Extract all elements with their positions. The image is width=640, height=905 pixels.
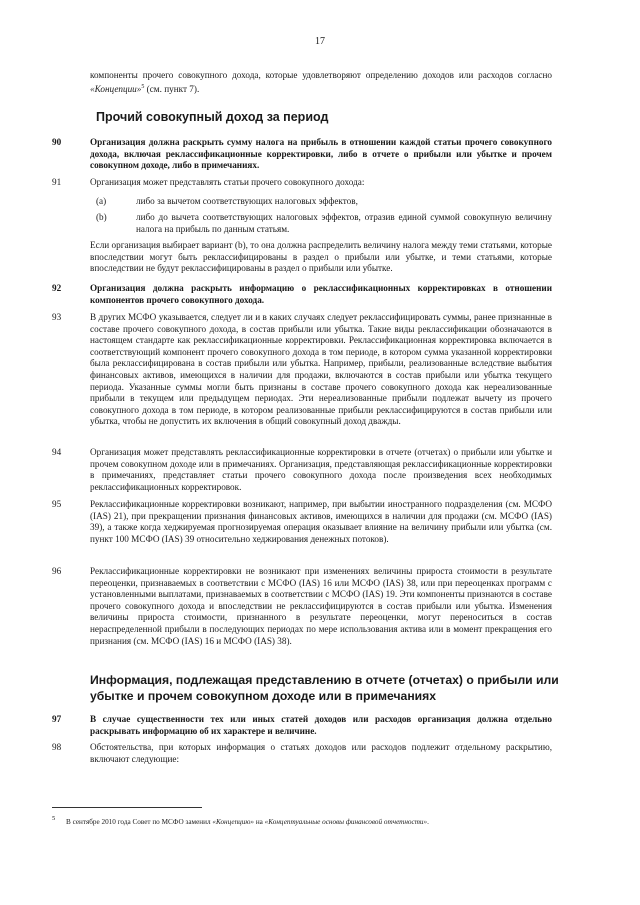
paragraph-number-90: 90 <box>52 137 62 147</box>
paragraph-number-96: 96 <box>52 566 62 576</box>
list-label-a: (a) <box>96 196 107 206</box>
footnote-text <box>66 818 429 826</box>
paragraph-93: В других МСФО указывается, следует ли и в каких случаях следует реклассифицировать суммы, ранее признанные в составе прочего совокупного дохода, в состав прибыли или убытка. Такие виды реклассификации обозначаются в настоящем стандарте как реклассификационные корректировки. Реклассификационная корректировка включается в соответствующий компонент прочего совокупного дохода в том периоде, в котором сумма указанной корректировки была реклассифицирована в состав прибыли или убытка. Например, прибыли, реализованные вследствие выбытия финансовых активов, имеющихся в наличии для продажи, включаются в состав прибыли или убытка текущего периода. Указанные суммы могли быть признаны в составе прочего совокупного дохода как нереализованные прибыли в текущем или предыдущем периодах. Эти нереализованные прибыли подлежат вычету из прочего совокупного дохода в том периоде, в котором реализованные прибыли реклассифицируются в состав прибыли или убытка, чтобы не допустить их включения в общий совокупный доход дважды. <box>90 312 552 427</box>
paragraph-number-92: 92 <box>52 283 62 293</box>
paragraph-90: Организация должна раскрыть сумму налога на прибыль в отношении каждой статьи прочего совокупного дохода, включая реклассификационные корректировки, либо в отчете о прибыли или убытке и прочем совокупном доходе, либо в примечаниях. <box>90 137 552 171</box>
footnote-divider <box>52 807 202 808</box>
paragraph-number-94: 94 <box>52 447 62 457</box>
footnote-prefix: В сентябре 2010 года Совет по МСФО заменил <box>66 818 213 826</box>
paragraph-95: Реклассификационные корректировки возникают, например, при выбытии иностранного подразделения (см. МСФО (IAS) 21), при прекращении признания финансовых активов, имеющихся в наличии для продажи (см. МСФО (IAS) 39), а также когда хеджируемая прогнозируемая операция оказывает влияние на величину прибыли или убытка (см. пункт 100 МСФО (IAS) 39 относительно хеджирования денежных потоков). <box>90 499 552 544</box>
paragraph-number-93: 93 <box>52 312 62 322</box>
footnote-middle: на <box>254 818 265 826</box>
intro-suffix: (см. пункт 7). <box>144 83 200 94</box>
paragraph-94: Организация может представлять реклассификационные корректировки в отчете (отчетах) о прибыли или убытке и прочем совокупном доходе или в примечаниях. Организация, представляющая реклассификационные корректировки в примечаниях, представляет статьи прочего совокупного дохода после произведения всех необходимых реклассификационных корректировок. <box>90 447 552 492</box>
intro-concept-ref: «Концепции» <box>90 83 142 94</box>
paragraph-91: Организация может представлять статьи прочего совокупного дохода: <box>90 177 365 187</box>
paragraph-98: Обстоятельства, при которых информация о статьях доходов или расходов подлежит отдельному раскрытию, включают следующие: <box>90 742 552 764</box>
paragraph-number-97: 97 <box>52 714 62 724</box>
list-item-b: либо до вычета соответствующих налоговых эффектов, отразив единой суммой совокупную величину налога на прибыль по данным статьям. <box>136 212 552 234</box>
footnote-old-title: «Концепцию» <box>212 818 255 826</box>
section-heading-period: Прочий совокупный доход за период <box>96 110 329 124</box>
intro-text: компоненты прочего совокупного дохода, которые удовлетворяют определению доходов или расходов согласно <box>90 70 552 80</box>
paragraph-96: Реклассификационные корректировки не возникают при изменениях величины прироста стоимости в результате переоценки, признаваемых в соответствии с МСФО (IAS) 16 или МСФО (IAS) 38, или при переоценках программ с установленными выплатами, признаваемых в соответствии с МСФО (IAS) 19. Эти компоненты признаются в составе прочего совокупного дохода и впоследствии не реклассифицируются в состав прибыли или убытка. Изменения величины прироста стоимости, признанного в результате переоценки, могут переноситься в состав нераспределенной прибыли в последующих периодах по мере использования актива или в момент прекращения его признания (см. МСФО (IAS) 16 и МСФО (IAS) 38). <box>90 566 552 646</box>
footnote-mark: 5 <box>52 815 56 822</box>
page-number: 17 <box>315 36 325 47</box>
paragraph-91-continuation: Если организация выбирает вариант (b), то она должна распределить величину налога между теми статьями, которые впоследствии могут быть реклассифицированы в раздел о прибыли или убытке, и теми статьями, которые впоследствии не будут реклассифицированы в раздел о прибыли или убытке. <box>90 240 552 274</box>
paragraph-92: Организация должна раскрыть информацию о реклассификационных корректировках в отношении компонентов прочего совокупного дохода. <box>90 283 552 305</box>
list-label-b: (b) <box>96 212 107 222</box>
footnote-new-title: «Концептуальные основы финансовой отчетности» <box>264 818 428 826</box>
paragraph-number-91: 91 <box>52 177 62 187</box>
footnote-suffix: . <box>427 818 429 826</box>
list-item-a: либо за вычетом соответствующих налоговых эффектов, <box>136 196 358 206</box>
paragraph-97: В случае существенности тех или иных статей доходов или расходов организация должна отдельно раскрывать информацию об их характере и величине. <box>90 714 552 736</box>
paragraph-number-95: 95 <box>52 499 62 509</box>
paragraph-number-98: 98 <box>52 742 62 752</box>
section-heading-info: Информация, подлежащая представлению в отчете (отчетах) о прибыли или убытке и прочем совокупном доходе или в примечаниях <box>90 673 559 703</box>
intro-paragraph <box>90 70 552 95</box>
footnote-ref: 5 <box>141 83 145 90</box>
